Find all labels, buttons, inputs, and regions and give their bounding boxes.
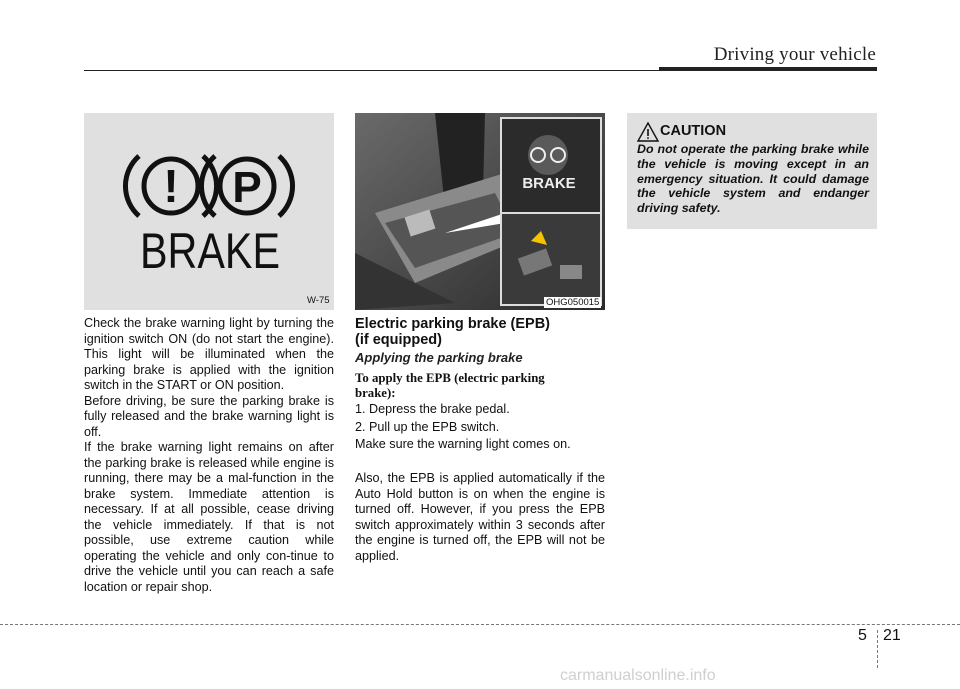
- inset-brake-word: BRAKE: [522, 175, 576, 192]
- section-heading: [355, 316, 550, 348]
- instruction-heading: [355, 371, 545, 400]
- heading-line-2: (if equipped): [355, 332, 442, 348]
- epb-switch-illustration: [355, 113, 605, 310]
- caution-title: CAUTION: [660, 123, 727, 139]
- paragraph: Check the brake warning light by turning the ignition switch ON (do not start the engine). This light will be illuminated when the parking brake is applied with the ignition switch in the START or ON position.: [84, 316, 334, 392]
- section-title: Driving your vehicle: [713, 44, 876, 65]
- caution-body: Do not operate the parking brake while the vehicle is moving except in an emergency situation. It could damage the vehicle system and endanger driving safety.: [637, 142, 869, 216]
- paragraph: Before driving, be sure the parking brake is fully released and the brake warning light is off.: [84, 393, 334, 439]
- instruction-line-1: To apply the EPB (electric parking: [355, 371, 545, 385]
- page-number: 21: [883, 627, 901, 644]
- instruction-line-2: brake):: [355, 385, 396, 400]
- figure-code-middle: OHG050015: [546, 297, 600, 308]
- footer-divider: [877, 630, 878, 668]
- parking-symbol: P: [232, 163, 262, 212]
- header-rule-accent: [659, 67, 877, 71]
- brake-word: BRAKE: [140, 223, 280, 279]
- exclamation-symbol: !: [163, 160, 179, 212]
- watermark: carmanualsonline.info: [560, 667, 716, 684]
- warning-triangle-icon: [637, 122, 659, 142]
- brake-indicator-icon: [84, 113, 334, 310]
- chapter-number: 5: [858, 627, 867, 644]
- step-1: 1. Depress the brake pedal.: [355, 402, 510, 416]
- figure-code-left: W-75: [307, 295, 330, 306]
- step-2: 2. Pull up the EPB switch.: [355, 420, 500, 434]
- caution-box: [627, 113, 877, 229]
- auto-epb-paragraph: Also, the EPB is applied automatically if the Auto Hold button is on when the engine is turned off. However, if you press the EPB switch approximately within 3 seconds after the engine is turned off, the EPB will not be applied.: [355, 471, 605, 563]
- brake-warning-light-illustration: [84, 113, 334, 310]
- header-rule: [84, 70, 659, 71]
- note: Make sure the warning light comes on.: [355, 437, 571, 451]
- footer-rule: [0, 624, 960, 625]
- heading-line-1: Electric parking brake (EPB): [355, 316, 551, 332]
- paragraph: If the brake warning light remains on after the parking brake is released while engine is running, there may be a mal-function in the brake system. Immediate attention is necessary. If at all possible, cease driving the vehicle immediately. If that is not possible, use extreme caution while operating the vehicle and only con-tinue to drive the vehicle until you can reach a safe location or repair shop.: [84, 440, 334, 594]
- console-photo: [355, 113, 605, 310]
- subheading: Applying the parking brake: [355, 350, 523, 365]
- brake-warning-text: [84, 316, 334, 595]
